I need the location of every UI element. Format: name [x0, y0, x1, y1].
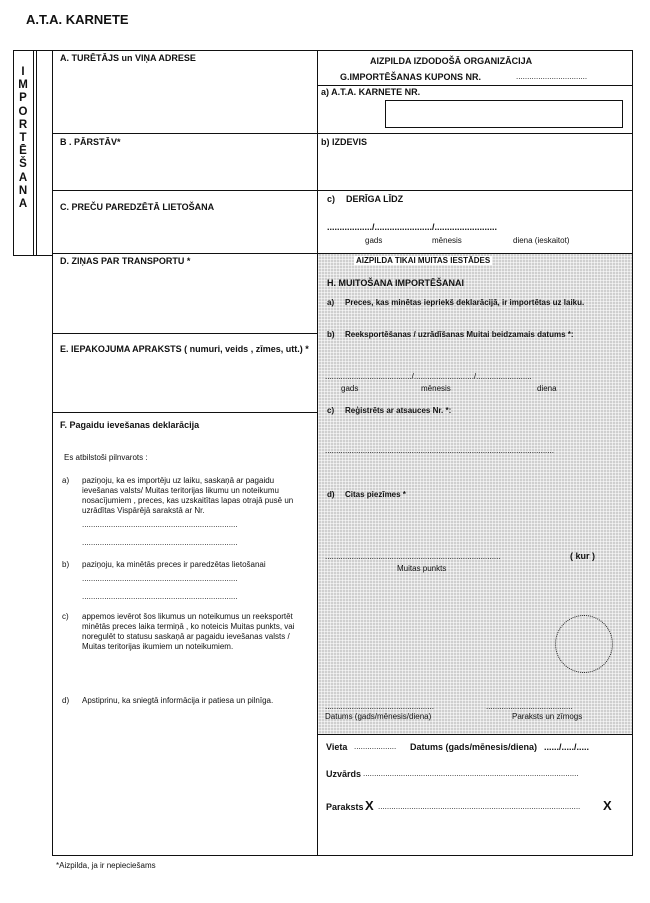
surname-label: Uzvārds [326, 769, 362, 779]
side-letter: Š [19, 158, 27, 171]
side-line-1 [33, 50, 34, 255]
section-a-label: A. TURĒTĀJS un VIŅA ADRESE [60, 53, 196, 63]
f-c-text: appemos ievērot šos likumus un noteikumus un reeksportēt minētās preces laika termiņā , ko noteicis Muitas punkts, vai noregulēt to statusu saskaņā ar pagaidu ievešanas valsts / Muitas teritorijas ikumiem un noteikumiem. [82, 612, 295, 651]
side-label-importesana [14, 66, 32, 211]
h-d-text: Citas piezīmes * [345, 490, 406, 499]
side-letter: A [18, 171, 28, 184]
issuer-header: AIZPILDA IZDODOŠĀ ORGANIZĀCIJA [370, 56, 533, 66]
f-b-dots-1: ...................................................................... [82, 574, 238, 583]
signature-label: Paraksts [326, 802, 364, 812]
signature-dots[interactable]: ........................................................................................... [378, 802, 581, 811]
h-a-text: Preces, kas minētas iepriekš deklarācijā, ir importētas uz laiku. [345, 298, 585, 307]
right-divider-bottom [317, 734, 633, 735]
coupon-label: G.IMPORTĒŠANAS KUPONS NR. [340, 72, 482, 82]
h-b-mark: b) [327, 330, 335, 339]
section-d-label: D. ZIŅAS PAR TRANSPORTU * [60, 256, 191, 266]
form-border-top [13, 50, 633, 51]
side-letter: A [18, 198, 28, 211]
h-b-month: mēnesis [421, 384, 451, 393]
h-c-mark: c) [327, 406, 335, 415]
coupon-dots: ................................ [516, 72, 588, 81]
customs-date-dots: ................................................. [325, 702, 434, 711]
valid-month: mēnesis [432, 236, 462, 245]
side-letter: T [19, 132, 27, 145]
left-divider-ab [52, 133, 318, 134]
h-label: H. MUITOŠANA IMPORTĒŠANAI [327, 278, 465, 288]
section-b-label: B . PĀRSTĀV* [60, 137, 121, 147]
form-border-bottom [52, 855, 633, 856]
valid-day: diena (ieskaitot) [513, 236, 570, 245]
place-label: Vieta [326, 742, 348, 752]
h-a-mark: a) [327, 298, 335, 307]
customs-date-label: Datums (gads/mēnesis/diena) [325, 712, 432, 721]
valid-until-label: DERĪGA LĪDZ [346, 194, 404, 204]
signature-x-end: X [603, 798, 612, 813]
h-c-text: Reģistrēts ar atsauces Nr. *: [345, 406, 452, 415]
place-dots[interactable]: ................... [354, 742, 397, 751]
section-f-intro: Es atbilstoši pilnvarots : [64, 453, 148, 462]
h-b-dots: ......................................./.........................../......................... [325, 372, 532, 381]
valid-year: gads [365, 236, 383, 245]
f-b-dots-2: ...................................................................... [82, 592, 238, 601]
h-b-text: Reeksportēšanas / uzrādīšanas Muitai beidzamais datums *: [345, 330, 574, 339]
side-line-2 [36, 50, 37, 255]
left-divider-de [52, 333, 318, 334]
valid-dots: ................../......................./......................... [327, 222, 498, 232]
page-title: A.T.A. KARNETE [26, 12, 129, 27]
customs-point-label: Muitas punkts [397, 564, 447, 573]
f-d-mark: d) [62, 696, 70, 705]
f-d-text: Apstiprinu, ka sniegtā informācija ir patiesa un pilnīga. [82, 696, 274, 705]
stamp-circle [555, 615, 613, 673]
side-letter: Ē [19, 145, 27, 158]
kur-label: ( kur ) [570, 551, 596, 561]
f-a-text: paziņoju, ka es importēju uz laiku, saskaņā ar pagaidu ievešanas valsts/ Muitas teritorijas likumu un noteikumu nosacījumiem , preces, kas uzskaitītas lapas otrajā pusē un uzrādītas Vispārējā sarakstā ar Nr. [82, 476, 294, 515]
side-letter: N [18, 184, 28, 197]
valid-mark: c) [327, 194, 336, 204]
f-a-dots-2: ...................................................................... [82, 538, 238, 547]
side-letter: O [18, 105, 28, 118]
signature-x-start: X [365, 798, 374, 813]
right-divider-b [317, 133, 633, 134]
right-divider-c [317, 190, 633, 191]
f-c-mark: c) [62, 612, 69, 621]
kur-dots: ............................................................................... [325, 552, 501, 561]
side-line-3 [52, 50, 53, 855]
bottom-date-dots[interactable]: ....../...../..... [544, 742, 590, 752]
left-divider-cd [52, 253, 318, 254]
section-e-label: E. IEPAKOJUMA APRAKSTS ( numuri, veids , zīmes, utt.) * [60, 344, 309, 354]
side-letter: R [18, 118, 28, 131]
f-b-mark: b) [62, 560, 70, 569]
customs-header: AIZPILDA TIKAI MUITAS IESTĀDES [356, 256, 491, 265]
side-letter: P [19, 92, 27, 105]
right-divider-a [317, 85, 633, 86]
side-letter: I [21, 66, 25, 78]
carnet-number-box[interactable] [385, 100, 623, 128]
section-c-label: C. PREČU PAREDZĒTĀ LIETOŠANA [60, 202, 215, 212]
side-letter: M [18, 79, 28, 92]
f-a-dots-1: ...................................................................... [82, 520, 238, 529]
footnote: *Aizpilda, ja ir nepieciešams [56, 861, 156, 870]
surname-dots[interactable]: ................................................................................................. [363, 769, 579, 778]
customs-sign-dots: ....................................... [486, 702, 573, 711]
bottom-date-label: Datums (gads/mēnesis/diena) [410, 742, 538, 752]
h-c-dots: ....................................................................................................... [325, 446, 554, 455]
f-b-text: paziņoju, ka minētās preces ir paredzētas lietošanai [82, 560, 266, 569]
h-b-year: gads [341, 384, 359, 393]
carnet-number-label: a) A.T.A. KARNETE NR. [321, 87, 421, 97]
customs-sign-label: Paraksts un zīmogs [512, 712, 583, 721]
issued-by-label: b) IZDEVIS [321, 137, 368, 147]
f-a-mark: a) [62, 476, 70, 485]
h-d-mark: d) [327, 490, 335, 499]
left-divider-bc [52, 190, 318, 191]
left-divider-ef [52, 412, 318, 413]
side-line-bottom [13, 255, 53, 256]
section-f-label: F. Pagaidu ievešanas deklarācija [60, 420, 200, 430]
h-b-day: diena [537, 384, 557, 393]
